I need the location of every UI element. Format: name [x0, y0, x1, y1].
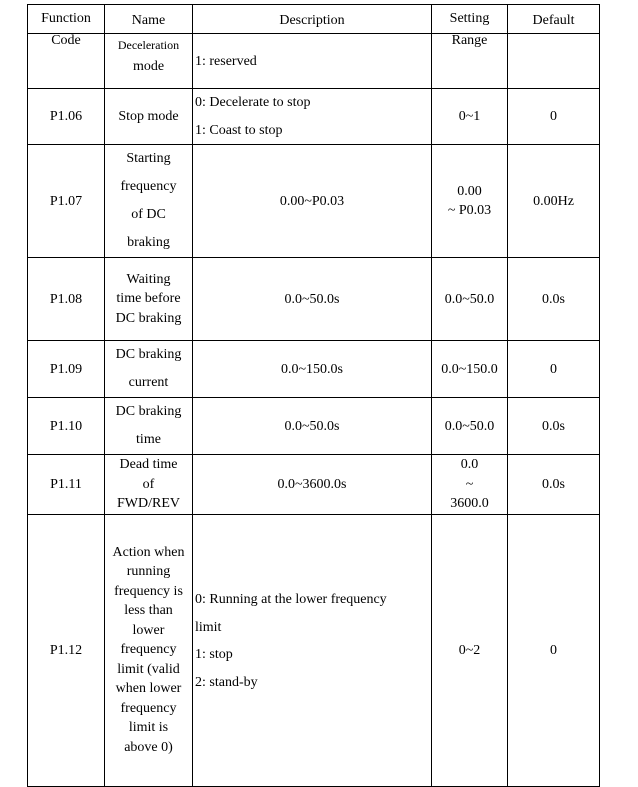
table-row	[28, 145, 600, 258]
row-name-cell	[105, 514, 193, 786]
table-row	[28, 34, 600, 89]
row-code-cell: P1.10	[28, 398, 105, 455]
row-description-cell: 0.0~150.0s	[193, 341, 432, 398]
row-default-cell: 0.0s	[508, 258, 600, 341]
name-line: FWD/REV	[117, 496, 180, 511]
description-line: limit	[195, 619, 222, 635]
row-name-cell	[105, 398, 193, 455]
row-description-cell: 0.0~50.0s	[193, 398, 432, 455]
row-code-cell: P1.07	[28, 145, 105, 258]
row-setting-cell: 0.0~50.0	[432, 398, 508, 455]
row-default-cell: 0.0s	[508, 398, 600, 455]
row-default-cell: 0	[508, 89, 600, 145]
row-default-cell	[508, 34, 600, 89]
row-code-cell: P1.08	[28, 258, 105, 341]
name-line: braking	[127, 235, 170, 250]
row-code-cell: P1.09	[28, 341, 105, 398]
table-row	[28, 514, 600, 786]
name-line: frequency	[120, 179, 177, 194]
row-default-cell: 0	[508, 514, 600, 786]
row-name-cell: Stop mode	[105, 89, 193, 145]
setting-line: 0.0	[460, 457, 479, 472]
name-line: less than	[124, 603, 173, 619]
name-line: DC braking	[115, 404, 182, 419]
row-name-line: Deceleration	[117, 38, 180, 52]
name-line: time	[136, 432, 161, 447]
row-name-cell	[105, 34, 193, 89]
row-name-cell	[105, 341, 193, 398]
row-setting-cell: 0~2	[432, 514, 508, 786]
row-code-cell: P1.06	[28, 89, 105, 145]
name-line: DC braking	[115, 310, 182, 326]
parameter-table	[27, 4, 600, 787]
description-line: 1: Coast to stop	[195, 122, 283, 138]
name-line: of DC	[131, 207, 166, 222]
row-code-cell: P1.12	[28, 514, 105, 786]
name-line: Starting	[126, 151, 171, 166]
parameter-table-page	[27, 4, 600, 787]
row-name-cell	[105, 145, 193, 258]
setting-line: ~ P0.03	[447, 203, 492, 218]
row-setting-cell: 0~1	[432, 89, 508, 145]
description-line: 2: stand-by	[195, 674, 258, 690]
table-row	[28, 398, 600, 455]
row-default-cell: 0.0s	[508, 455, 600, 515]
description-line: 0: Decelerate to stop	[195, 95, 311, 110]
row-setting-cell: 0.0~150.0	[432, 341, 508, 398]
row-setting-cell	[432, 455, 508, 515]
row-description-cell: 0.00~P0.03	[193, 145, 432, 258]
row-default-cell: 0.00Hz	[508, 145, 600, 258]
row-description-cell	[193, 514, 432, 786]
row-setting-cell	[432, 145, 508, 258]
name-line: Action when	[112, 544, 185, 560]
row-name-cell	[105, 455, 193, 515]
header-description: Description	[193, 5, 432, 34]
name-line: DC braking	[115, 347, 182, 362]
table-row	[28, 89, 600, 145]
name-line: current	[128, 375, 169, 390]
table-row	[28, 455, 600, 515]
name-line: time before	[116, 291, 181, 307]
row-description: 1: reserved	[195, 53, 257, 69]
name-line: lower	[132, 622, 165, 638]
row-description-cell	[193, 89, 432, 145]
row-description-cell: 0.0~3600.0s	[193, 455, 432, 515]
row-setting-cell: 0.0~50.0	[432, 258, 508, 341]
table-row	[28, 341, 600, 398]
row-name-line: mode	[132, 59, 165, 74]
row-name-cell	[105, 258, 193, 341]
name-line: frequency is	[114, 583, 183, 599]
description-line: 0: Running at the lower frequency	[195, 592, 387, 607]
name-line: when lower	[115, 681, 182, 697]
table-header-row	[28, 5, 600, 34]
name-line: above 0)	[124, 739, 173, 755]
header-setting-range: Setting Range	[432, 5, 508, 34]
setting-line: ~	[465, 476, 474, 492]
header-function-code: Function Code	[28, 5, 105, 34]
name-line: of	[142, 476, 155, 492]
name-line: limit (valid	[117, 661, 180, 677]
name-line: running	[126, 564, 171, 580]
row-description-cell: 0.0~50.0s	[193, 258, 432, 341]
row-code-cell: P1.11	[28, 455, 105, 515]
name-line: Waiting	[126, 271, 171, 287]
name-line: Dead time	[119, 457, 178, 472]
row-description-cell	[193, 34, 432, 89]
name-line: frequency	[120, 642, 177, 658]
row-default-cell: 0	[508, 341, 600, 398]
setting-line: 0.00	[457, 184, 482, 199]
header-default: Default	[508, 5, 600, 34]
header-name: Name	[105, 5, 193, 34]
table-row	[28, 258, 600, 341]
description-line: 1: stop	[195, 647, 233, 662]
name-line: limit is	[128, 720, 169, 736]
name-line: frequency	[120, 700, 177, 716]
setting-line: 3600.0	[450, 496, 489, 511]
